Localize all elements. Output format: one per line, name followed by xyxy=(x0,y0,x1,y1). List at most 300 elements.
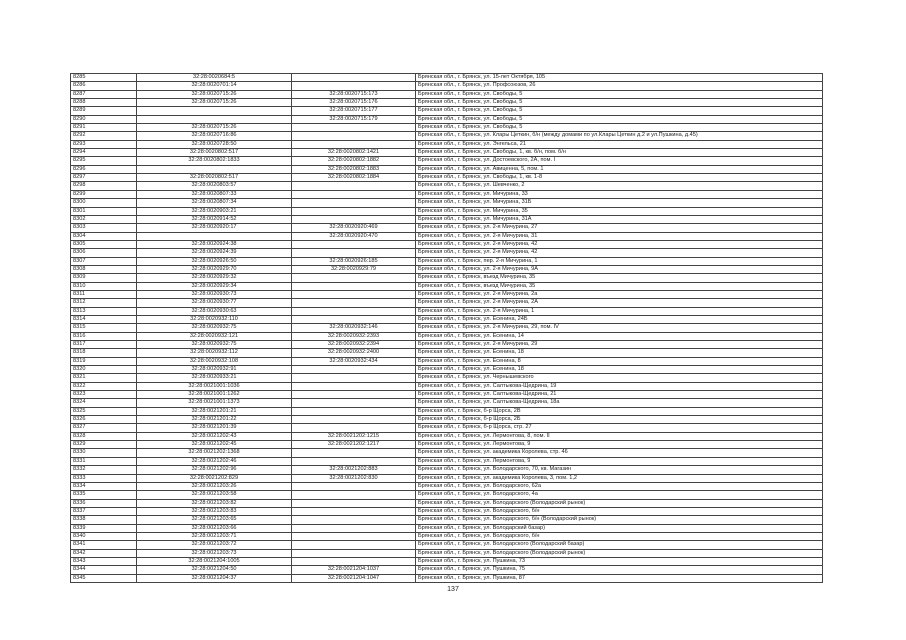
address-cell: Брянская обл., г. Брянск, ул. 2-я Мичурина, 29 xyxy=(416,341,823,349)
page-number: 137 xyxy=(447,586,459,593)
building-cadastral-number-cell xyxy=(292,299,416,307)
building-cadastral-number-cell xyxy=(292,532,416,540)
cadastral-table xyxy=(70,73,823,583)
address-cell: Брянская обл., г. Брянск, ул. Пушкина, 87 xyxy=(416,574,823,582)
building-cadastral-number-cell xyxy=(292,407,416,415)
table-row xyxy=(71,516,823,524)
land-cadastral-number-cell: 32:28:0020929:70 xyxy=(137,265,292,273)
building-cadastral-number-cell: 32:28:0020715:179 xyxy=(292,115,416,123)
building-cadastral-number-cell: 32:28:0020932:2394 xyxy=(292,341,416,349)
table-row xyxy=(71,124,823,132)
land-cadastral-number-cell: 32:28:0021203:73 xyxy=(137,549,292,557)
row-number-cell: 8340 xyxy=(71,532,137,540)
land-cadastral-number-cell: 32:28:0020929:34 xyxy=(137,282,292,290)
building-cadastral-number-cell: 32:28:0020929:79 xyxy=(292,265,416,273)
table-row xyxy=(71,374,823,382)
building-cadastral-number-cell xyxy=(292,215,416,223)
land-cadastral-number-cell: 32:28:0020914:52 xyxy=(137,215,292,223)
table-row xyxy=(71,232,823,240)
row-number-cell: 8285 xyxy=(71,74,137,82)
row-number-cell: 8326 xyxy=(71,416,137,424)
building-cadastral-number-cell: 32:28:0020932:434 xyxy=(292,357,416,365)
table-row xyxy=(71,499,823,507)
table-row xyxy=(71,366,823,374)
table-row xyxy=(71,282,823,290)
building-cadastral-number-cell: 32:28:0020932:2400 xyxy=(292,349,416,357)
row-number-cell: 8332 xyxy=(71,466,137,474)
table-row xyxy=(71,416,823,424)
row-number-cell: 8289 xyxy=(71,107,137,115)
row-number-cell: 8321 xyxy=(71,374,137,382)
land-cadastral-number-cell: 32:28:0021202:43 xyxy=(137,432,292,440)
table-row xyxy=(71,382,823,390)
table-row xyxy=(71,274,823,282)
land-cadastral-number-cell: 32:28:0021202:829 xyxy=(137,474,292,482)
table-row xyxy=(71,407,823,415)
table-row xyxy=(71,524,823,532)
land-cadastral-number-cell: 32:28:0020715:26 xyxy=(137,124,292,132)
building-cadastral-number-cell: 32:28:0020926:185 xyxy=(292,257,416,265)
address-cell: Брянская обл., г. Брянск, ул. академика Королева, стр. 46 xyxy=(416,449,823,457)
building-cadastral-number-cell xyxy=(292,507,416,515)
address-cell: Брянская обл., г. Брянск, ул. Володарского, 4а xyxy=(416,491,823,499)
address-cell: Брянская обл., г. Брянск, ул. Мичурина, 31А xyxy=(416,215,823,223)
land-cadastral-number-cell: 32:28:0020932:121 xyxy=(137,332,292,340)
row-number-cell: 8303 xyxy=(71,224,137,232)
land-cadastral-number-cell: 32:28:0020930:77 xyxy=(137,299,292,307)
row-number-cell: 8311 xyxy=(71,290,137,298)
table-row xyxy=(71,574,823,582)
address-cell: Брянская обл., г. Брянск, пер. 2-я Мичурина, 1 xyxy=(416,257,823,265)
land-cadastral-number-cell: 32:28:0020715:26 xyxy=(137,90,292,98)
row-number-cell: 8320 xyxy=(71,366,137,374)
building-cadastral-number-cell: 32:28:0021202:1217 xyxy=(292,441,416,449)
table-row xyxy=(71,474,823,482)
table-row xyxy=(71,357,823,365)
row-number-cell: 8300 xyxy=(71,199,137,207)
building-cadastral-number-cell: 32:28:0020802:1884 xyxy=(292,174,416,182)
land-cadastral-number-cell xyxy=(137,165,292,173)
land-cadastral-number-cell: 32:28:0020802:517 xyxy=(137,174,292,182)
building-cadastral-number-cell xyxy=(292,374,416,382)
address-cell: Брянская обл., г. Брянск, ул. 2-я Мичурина, 42 xyxy=(416,240,823,248)
table-row xyxy=(71,165,823,173)
address-cell: Брянская обл., г. Брянск, ул. Салтыкова-Щедрина, 21 xyxy=(416,391,823,399)
land-cadastral-number-cell: 32:28:0020684:5 xyxy=(137,74,292,82)
row-number-cell: 8344 xyxy=(71,566,137,574)
building-cadastral-number-cell xyxy=(292,482,416,490)
land-cadastral-number-cell: 32:28:0020932:91 xyxy=(137,366,292,374)
building-cadastral-number-cell: 32:28:0020920:470 xyxy=(292,232,416,240)
land-cadastral-number-cell: 32:28:0021201:39 xyxy=(137,424,292,432)
table-row xyxy=(71,341,823,349)
land-cadastral-number-cell: 32:28:0021204:37 xyxy=(137,574,292,582)
building-cadastral-number-cell xyxy=(292,499,416,507)
land-cadastral-number-cell: 32:28:0020728:50 xyxy=(137,140,292,148)
row-number-cell: 8306 xyxy=(71,249,137,257)
table-row xyxy=(71,249,823,257)
building-cadastral-number-cell: 32:28:0020920:469 xyxy=(292,224,416,232)
table-row xyxy=(71,265,823,273)
table-row xyxy=(71,549,823,557)
table-row xyxy=(71,99,823,107)
address-cell: Брянская обл., г. Брянск, ул. Достоевского, 2А, пом. I xyxy=(416,157,823,165)
row-number-cell: 8345 xyxy=(71,574,137,582)
building-cadastral-number-cell xyxy=(292,274,416,282)
address-cell: Брянская обл., г. Брянск, ул. Свободы, 1, кв. 1-8 xyxy=(416,174,823,182)
land-cadastral-number-cell: 32:28:0021001:1262 xyxy=(137,391,292,399)
row-number-cell: 8287 xyxy=(71,90,137,98)
row-number-cell: 8325 xyxy=(71,407,137,415)
building-cadastral-number-cell xyxy=(292,382,416,390)
address-cell: Брянская обл., г. Брянск, ул. Шевченко, 2 xyxy=(416,182,823,190)
row-number-cell: 8308 xyxy=(71,265,137,273)
address-cell: Брянская обл., г. Брянск, ул. 2-я Мичурина, 2А xyxy=(416,299,823,307)
row-number-cell: 8338 xyxy=(71,516,137,524)
table-row xyxy=(71,324,823,332)
row-number-cell: 8319 xyxy=(71,357,137,365)
address-cell: Брянская обл., г. Брянск, ул. Мичурина, 35 xyxy=(416,207,823,215)
table-row xyxy=(71,399,823,407)
table-row xyxy=(71,174,823,182)
address-cell: Брянская обл., г. Брянск, б-р Щорса, стр. 27 xyxy=(416,424,823,432)
address-cell: Брянская обл., г. Брянск, ул. Авиценна, 5, пом. 1 xyxy=(416,165,823,173)
table-row xyxy=(71,566,823,574)
building-cadastral-number-cell xyxy=(292,207,416,215)
row-number-cell: 8286 xyxy=(71,82,137,90)
row-number-cell: 8339 xyxy=(71,524,137,532)
row-number-cell: 8318 xyxy=(71,349,137,357)
land-cadastral-number-cell: 32:28:0020926:50 xyxy=(137,257,292,265)
table-row xyxy=(71,74,823,82)
land-cadastral-number-cell: 32:28:0021204:50 xyxy=(137,566,292,574)
address-cell: Брянская обл., г. Брянск, въезд Мичурина, 35 xyxy=(416,274,823,282)
building-cadastral-number-cell xyxy=(292,182,416,190)
row-number-cell: 8294 xyxy=(71,149,137,157)
table-row xyxy=(71,532,823,540)
land-cadastral-number-cell xyxy=(137,115,292,123)
row-number-cell: 8305 xyxy=(71,240,137,248)
address-cell: Брянская обл., г. Брянск, ул. 2-я Мичурина, 1 xyxy=(416,307,823,315)
address-cell: Брянская обл., г. Брянск, ул. академика Королева, 3, пом. 1,2 xyxy=(416,474,823,482)
table-row xyxy=(71,157,823,165)
address-cell: Брянская обл., г. Брянск, ул. 2-я Мичурина, 29, пом. IV xyxy=(416,324,823,332)
table-row xyxy=(71,541,823,549)
table-row xyxy=(71,424,823,432)
address-cell: Брянская обл., г. Брянск, ул. Пушкина, 73 xyxy=(416,557,823,565)
land-cadastral-number-cell: 32:28:0020903:21 xyxy=(137,207,292,215)
land-cadastral-number-cell: 32:28:0020924:39 xyxy=(137,249,292,257)
address-cell: Брянская обл., г. Брянск, ул. Володарского, б/н xyxy=(416,507,823,515)
address-cell: Брянская обл., г. Брянск, ул. Свободы, 5 xyxy=(416,99,823,107)
row-number-cell: 8342 xyxy=(71,549,137,557)
building-cadastral-number-cell xyxy=(292,315,416,323)
land-cadastral-number-cell: 32:28:0020932:75 xyxy=(137,341,292,349)
address-cell: Брянская обл., г. Брянск, ул. Энгельса, 21 xyxy=(416,140,823,148)
land-cadastral-number-cell: 32:28:0020802:517 xyxy=(137,149,292,157)
address-cell: Брянская обл., г. Брянск, ул. Чернышевского xyxy=(416,374,823,382)
row-number-cell: 8312 xyxy=(71,299,137,307)
land-cadastral-number-cell: 32:28:0020929:32 xyxy=(137,274,292,282)
land-cadastral-number-cell: 32:28:0020932:110 xyxy=(137,315,292,323)
land-cadastral-number-cell: 32:28:0021202:46 xyxy=(137,457,292,465)
address-cell: Брянская обл., г. Брянск, ул. Есенина, 24Б xyxy=(416,315,823,323)
table-row xyxy=(71,449,823,457)
row-number-cell: 8331 xyxy=(71,457,137,465)
table-row xyxy=(71,491,823,499)
address-cell: Брянская обл., г. Брянск, ул. Пушкина, 75 xyxy=(416,566,823,574)
row-number-cell: 8292 xyxy=(71,132,137,140)
address-cell: Брянская обл., г. Брянск, ул. Есенина, 18 xyxy=(416,349,823,357)
land-cadastral-number-cell: 32:28:0021203:66 xyxy=(137,524,292,532)
row-number-cell: 8317 xyxy=(71,341,137,349)
address-cell: Брянская обл., г. Брянск, ул. Свободы, 5 xyxy=(416,90,823,98)
row-number-cell: 8291 xyxy=(71,124,137,132)
row-number-cell: 8298 xyxy=(71,182,137,190)
table-row xyxy=(71,140,823,148)
land-cadastral-number-cell: 32:28:0021203:72 xyxy=(137,541,292,549)
land-cadastral-number-cell: 32:28:0020933:21 xyxy=(137,374,292,382)
address-cell: Брянская обл., г. Брянск, б-р Щорса, 2Б xyxy=(416,416,823,424)
row-number-cell: 8337 xyxy=(71,507,137,515)
building-cadastral-number-cell xyxy=(292,491,416,499)
building-cadastral-number-cell xyxy=(292,549,416,557)
address-cell: Брянская обл., г. Брянск, ул. Володарского (Володарский рынок) xyxy=(416,499,823,507)
table-row xyxy=(71,115,823,123)
land-cadastral-number-cell: 32:28:0021203:83 xyxy=(137,507,292,515)
land-cadastral-number-cell: 32:28:0020807:33 xyxy=(137,190,292,198)
address-cell: Брянская обл., г. Брянск, ул. Есенина, 14 xyxy=(416,332,823,340)
land-cadastral-number-cell: 32:28:0020807:34 xyxy=(137,199,292,207)
address-cell: Брянская обл., г. Брянск, ул. Володарского, б/н (Володарский рынок) xyxy=(416,516,823,524)
land-cadastral-number-cell: 32:28:0020930:73 xyxy=(137,290,292,298)
address-cell: Брянская обл., г. Брянск, ул. Салтыкова-Щедрина, 19 xyxy=(416,382,823,390)
row-number-cell: 8288 xyxy=(71,99,137,107)
address-cell: Брянская обл., г. Брянск, ул. Володарского, 62а xyxy=(416,482,823,490)
row-number-cell: 8307 xyxy=(71,257,137,265)
table-row xyxy=(71,190,823,198)
building-cadastral-number-cell xyxy=(292,249,416,257)
address-cell: Брянская обл., г. Брянск, ул. Мичурина, 33 xyxy=(416,190,823,198)
table-row xyxy=(71,90,823,98)
row-number-cell: 8330 xyxy=(71,449,137,457)
table-row xyxy=(71,457,823,465)
address-cell: Брянская обл., г. Брянск, ул. Лермонтова, 8, пом. II xyxy=(416,432,823,440)
land-cadastral-number-cell: 32:28:0021203:82 xyxy=(137,499,292,507)
land-cadastral-number-cell: 32:28:0020924:38 xyxy=(137,240,292,248)
address-cell: Брянская обл., г. Брянск, ул. Свободы, 5 xyxy=(416,107,823,115)
address-cell: Брянская обл., г. Брянск, ул. Володарский базар) xyxy=(416,524,823,532)
row-number-cell: 8309 xyxy=(71,274,137,282)
row-number-cell: 8327 xyxy=(71,424,137,432)
land-cadastral-number-cell: 32:28:0020803:57 xyxy=(137,182,292,190)
address-cell: Брянская обл., г. Брянск, ул. 2-я Мичурина, 31 xyxy=(416,232,823,240)
building-cadastral-number-cell xyxy=(292,399,416,407)
address-cell: Брянская обл., г. Брянск, ул. 2-я Мичурина, 27 xyxy=(416,224,823,232)
address-cell: Брянская обл., г. Брянск, ул. Мичурина, 31Б xyxy=(416,199,823,207)
land-cadastral-number-cell: 32:28:0020932:75 xyxy=(137,324,292,332)
table-row xyxy=(71,132,823,140)
address-cell: Брянская обл., г. Брянск, ул. Есенина, 18 xyxy=(416,366,823,374)
address-cell: Брянская обл., г. Брянск, ул. Салтыкова-Щедрина, 18а xyxy=(416,399,823,407)
building-cadastral-number-cell: 32:28:0020715:176 xyxy=(292,99,416,107)
table-row xyxy=(71,240,823,248)
row-number-cell: 8316 xyxy=(71,332,137,340)
building-cadastral-number-cell xyxy=(292,132,416,140)
land-cadastral-number-cell: 32:28:0020715:26 xyxy=(137,99,292,107)
building-cadastral-number-cell: 32:28:0021204:1047 xyxy=(292,574,416,582)
land-cadastral-number-cell: 32:28:0021202:1368 xyxy=(137,449,292,457)
land-cadastral-number-cell: 32:28:0020930:63 xyxy=(137,307,292,315)
address-cell: Брянская обл., г. Брянск, ул. Свободы, 5 xyxy=(416,124,823,132)
building-cadastral-number-cell xyxy=(292,82,416,90)
table-row xyxy=(71,257,823,265)
table-row xyxy=(71,391,823,399)
table-row xyxy=(71,182,823,190)
address-cell: Брянская обл., г. Брянск, ул. Володарского (Володарский рынок) xyxy=(416,549,823,557)
building-cadastral-number-cell xyxy=(292,416,416,424)
table-row xyxy=(71,224,823,232)
table-row xyxy=(71,107,823,115)
land-cadastral-number-cell: 32:28:0021203:26 xyxy=(137,482,292,490)
row-number-cell: 8328 xyxy=(71,432,137,440)
address-cell: Брянская обл., г. Брянск, ул. Лермонтова, 9 xyxy=(416,457,823,465)
row-number-cell: 8297 xyxy=(71,174,137,182)
address-cell: Брянская обл., г. Брянск, ул. Есенина, 8 xyxy=(416,357,823,365)
table-row xyxy=(71,332,823,340)
address-cell: Брянская обл., г. Брянск, ул. Клары Цеткин, б/н (между домами по ул.Клары Цеткин д.2 и ул.Пушкина, д.45) xyxy=(416,132,823,140)
table-row xyxy=(71,315,823,323)
address-cell: Брянская обл., г. Брянск, ул. Володарского, 70, кв. Магазин xyxy=(416,466,823,474)
building-cadastral-number-cell xyxy=(292,307,416,315)
row-number-cell: 8341 xyxy=(71,541,137,549)
building-cadastral-number-cell xyxy=(292,190,416,198)
land-cadastral-number-cell: 32:28:0020701:14 xyxy=(137,82,292,90)
address-cell: Брянская обл., г. Брянск, ул. 15-лет Октября, 105 xyxy=(416,74,823,82)
land-cadastral-number-cell: 32:28:0020932:112 xyxy=(137,349,292,357)
address-cell: Брянская обл., г. Брянск, ул. Профсоюзов, 26 xyxy=(416,82,823,90)
row-number-cell: 8296 xyxy=(71,165,137,173)
building-cadastral-number-cell: 32:28:0020802:1421 xyxy=(292,149,416,157)
land-cadastral-number-cell: 32:28:0021001:1373 xyxy=(137,399,292,407)
building-cadastral-number-cell: 32:28:0021202:1215 xyxy=(292,432,416,440)
address-cell: Брянская обл., г. Брянск, ул. Володарского, б/н xyxy=(416,532,823,540)
land-cadastral-number-cell: 32:28:0021203:65 xyxy=(137,516,292,524)
building-cadastral-number-cell xyxy=(292,449,416,457)
row-number-cell: 8295 xyxy=(71,157,137,165)
table-row xyxy=(71,432,823,440)
row-number-cell: 8324 xyxy=(71,399,137,407)
address-cell: Брянская обл., г. Брянск, ул. Свободы, 1, кв. б/н, пом. б/н xyxy=(416,149,823,157)
table-row xyxy=(71,507,823,515)
building-cadastral-number-cell xyxy=(292,140,416,148)
land-cadastral-number-cell: 32:28:0021202:96 xyxy=(137,466,292,474)
address-cell: Брянская обл., г. Брянск, б-р Щорса, 2В xyxy=(416,407,823,415)
row-number-cell: 8313 xyxy=(71,307,137,315)
table-row xyxy=(71,82,823,90)
table-row xyxy=(71,290,823,298)
land-cadastral-number-cell: 32:28:0020802:1833 xyxy=(137,157,292,165)
building-cadastral-number-cell xyxy=(292,74,416,82)
address-cell: Брянская обл., г. Брянск, ул. 2-я Мичурина, 2а xyxy=(416,290,823,298)
building-cadastral-number-cell: 32:28:0020932:2393 xyxy=(292,332,416,340)
building-cadastral-number-cell xyxy=(292,457,416,465)
land-cadastral-number-cell xyxy=(137,107,292,115)
land-cadastral-number-cell: 32:28:0021201:21 xyxy=(137,407,292,415)
building-cadastral-number-cell: 32:28:0020802:1882 xyxy=(292,157,416,165)
address-cell: Брянская обл., г. Брянск, въезд Мичурина, 35 xyxy=(416,282,823,290)
row-number-cell: 8301 xyxy=(71,207,137,215)
land-cadastral-number-cell: 32:28:0020716:86 xyxy=(137,132,292,140)
row-number-cell: 8335 xyxy=(71,491,137,499)
building-cadastral-number-cell: 32:28:0020932:146 xyxy=(292,324,416,332)
row-number-cell: 8315 xyxy=(71,324,137,332)
address-cell: Брянская обл., г. Брянск, ул. Свободы, 5 xyxy=(416,115,823,123)
building-cadastral-number-cell xyxy=(292,524,416,532)
building-cadastral-number-cell xyxy=(292,541,416,549)
building-cadastral-number-cell: 32:28:0021202:830 xyxy=(292,474,416,482)
building-cadastral-number-cell xyxy=(292,290,416,298)
row-number-cell: 8314 xyxy=(71,315,137,323)
row-number-cell: 8333 xyxy=(71,474,137,482)
table-body xyxy=(71,74,823,583)
building-cadastral-number-cell xyxy=(292,516,416,524)
row-number-cell: 8304 xyxy=(71,232,137,240)
row-number-cell: 8290 xyxy=(71,115,137,123)
row-number-cell: 8329 xyxy=(71,441,137,449)
address-cell: Брянская обл., г. Брянск, ул. 2-я Мичурина, 9А xyxy=(416,265,823,273)
land-cadastral-number-cell: 32:28:0021203:71 xyxy=(137,532,292,540)
table-row xyxy=(71,557,823,565)
row-number-cell: 8322 xyxy=(71,382,137,390)
building-cadastral-number-cell xyxy=(292,282,416,290)
address-cell: Брянская обл., г. Брянск, ул. Володарского (Володарский базар) xyxy=(416,541,823,549)
building-cadastral-number-cell: 32:28:0021204:1037 xyxy=(292,566,416,574)
table-row xyxy=(71,299,823,307)
land-cadastral-number-cell: 32:28:0021201:22 xyxy=(137,416,292,424)
table-row xyxy=(71,307,823,315)
row-number-cell: 8293 xyxy=(71,140,137,148)
building-cadastral-number-cell: 32:28:0020802:1883 xyxy=(292,165,416,173)
land-cadastral-number-cell: 32:28:0020932:108 xyxy=(137,357,292,365)
building-cadastral-number-cell: 32:28:0021202:883 xyxy=(292,466,416,474)
land-cadastral-number-cell xyxy=(137,232,292,240)
land-cadastral-number-cell: 32:28:0021202:45 xyxy=(137,441,292,449)
row-number-cell: 8299 xyxy=(71,190,137,198)
table-row xyxy=(71,349,823,357)
building-cadastral-number-cell xyxy=(292,199,416,207)
row-number-cell: 8334 xyxy=(71,482,137,490)
building-cadastral-number-cell xyxy=(292,240,416,248)
table-row xyxy=(71,149,823,157)
building-cadastral-number-cell xyxy=(292,124,416,132)
table-row xyxy=(71,199,823,207)
row-number-cell: 8343 xyxy=(71,557,137,565)
table-row xyxy=(71,441,823,449)
row-number-cell: 8302 xyxy=(71,215,137,223)
building-cadastral-number-cell xyxy=(292,391,416,399)
building-cadastral-number-cell: 32:28:0020715:173 xyxy=(292,90,416,98)
address-cell: Брянская обл., г. Брянск, ул. 2-я Мичурина, 42 xyxy=(416,249,823,257)
building-cadastral-number-cell xyxy=(292,366,416,374)
row-number-cell: 8310 xyxy=(71,282,137,290)
land-cadastral-number-cell: 32:28:0020920:17 xyxy=(137,224,292,232)
land-cadastral-number-cell: 32:28:0021203:58 xyxy=(137,491,292,499)
table-row xyxy=(71,466,823,474)
building-cadastral-number-cell: 32:28:0020715:177 xyxy=(292,107,416,115)
land-cadastral-number-cell: 32:28:0021001:1036 xyxy=(137,382,292,390)
table-row xyxy=(71,482,823,490)
